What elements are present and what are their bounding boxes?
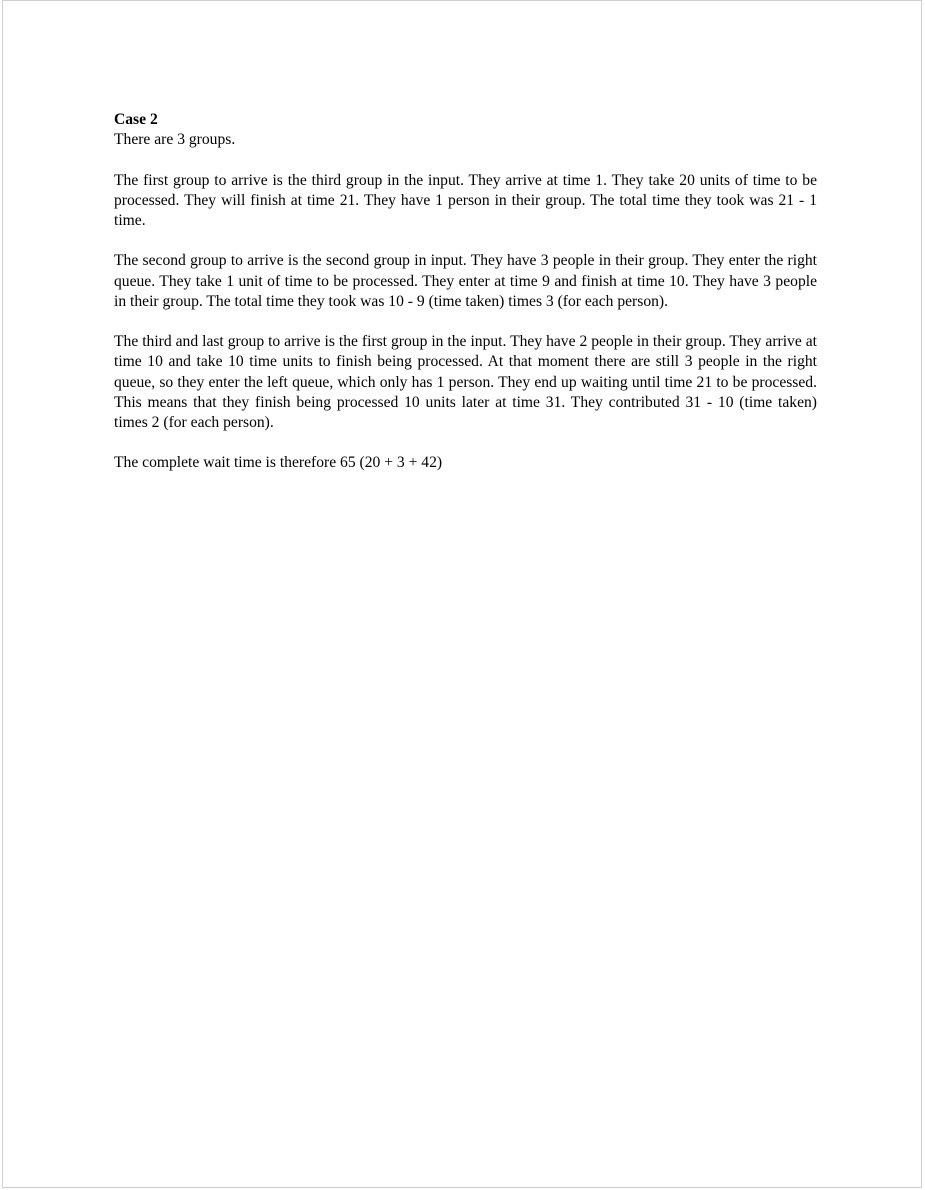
document-page <box>2 0 922 1188</box>
paragraph-second-group: The second group to arrive is the second group in input. They have 3 people in their group. They enter the right queue. They take 1 unit of time to be processed. They enter at time 9 and finish at time 10. They have 3 people in their group. The total time they took was 10 - 9 (time taken) times 3 (for each person). <box>114 252 817 310</box>
case-heading: Case 2 <box>114 111 158 128</box>
paragraph-total-wait: The complete wait time is therefore 65 (20 + 3 + 42) <box>114 454 443 472</box>
intro-line: There are 3 groups. <box>114 131 236 149</box>
paragraph-third-group: The third and last group to arrive is the first group in the input. They have 2 people in their group. They arrive at time 10 and take 10 time units to finish being processed. At that moment there are still 3 people in the right queue, so they enter the left queue, which only has 1 person. They end up waiting until time 21 to be processed. This means that they finish being processed 10 units later at time 31. They contributed 31 - 10 (time taken) times 2 (for each person). <box>114 333 817 431</box>
document-body <box>114 110 817 494</box>
paragraph-first-group: The first group to arrive is the third group in the input. They arrive at time 1. They take 20 units of time to be processed. They will finish at time 21. They have 1 person in their group. The total time they took was 21 - 1 time. <box>114 171 817 229</box>
